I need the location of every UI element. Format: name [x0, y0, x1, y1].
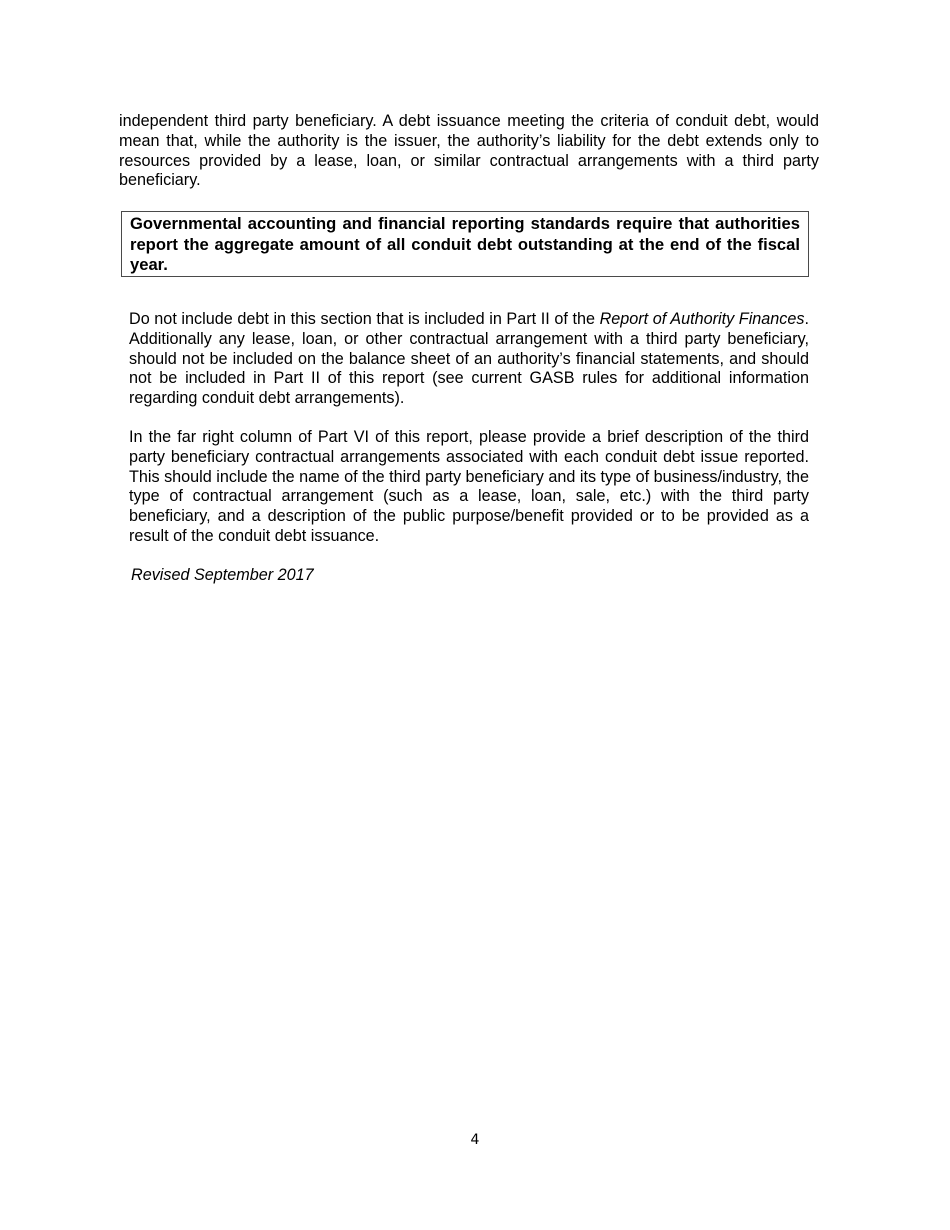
exclusion-paragraph-part-a: Do not include debt in this section that is included in Part II of the [129, 310, 600, 328]
report-title-italic: Report of Authority Finances [599, 310, 805, 328]
callout-text: Governmental accounting and financial reporting standards require that authorities report the aggregate amount of all conduit debt outstanding at the end of the fiscal year. [130, 214, 800, 275]
intro-paragraph: independent third party beneficiary. A debt issuance meeting the criteria of conduit debt, would mean that, while the authority is the issuer, the authority’s liability for the debt extends only to resources provided by a lease, loan, or similar contractual arrangements with a third party beneficiary. [119, 112, 819, 190]
callout-box [121, 211, 809, 277]
exclusion-paragraph [129, 310, 809, 409]
description-paragraph: In the far right column of Part VI of this report, please provide a brief description of the third party beneficiary contractual arrangements associated with each conduit debt issue reported. This should include the name of the third party beneficiary and its type of business/industry, the type of contractual arrangement (such as a lease, loan, sale, etc.) with the third party beneficiary, and a description of the public purpose/benefit provided or to be provided as a result of the conduit debt issuance. [129, 428, 809, 545]
exclusion-paragraph-part-b: . Additionally any lease, loan, or other contractual arrangement with a third party beneficiary, should not be included on the balance sheet of an authority’s financial statements, and should not be included in Part II of this report (see current GASB rules for additional information regarding conduit debt arrangements). [129, 310, 809, 408]
page-number: 4 [470, 1132, 480, 1148]
revised-note: Revised September 2017 [131, 566, 314, 584]
